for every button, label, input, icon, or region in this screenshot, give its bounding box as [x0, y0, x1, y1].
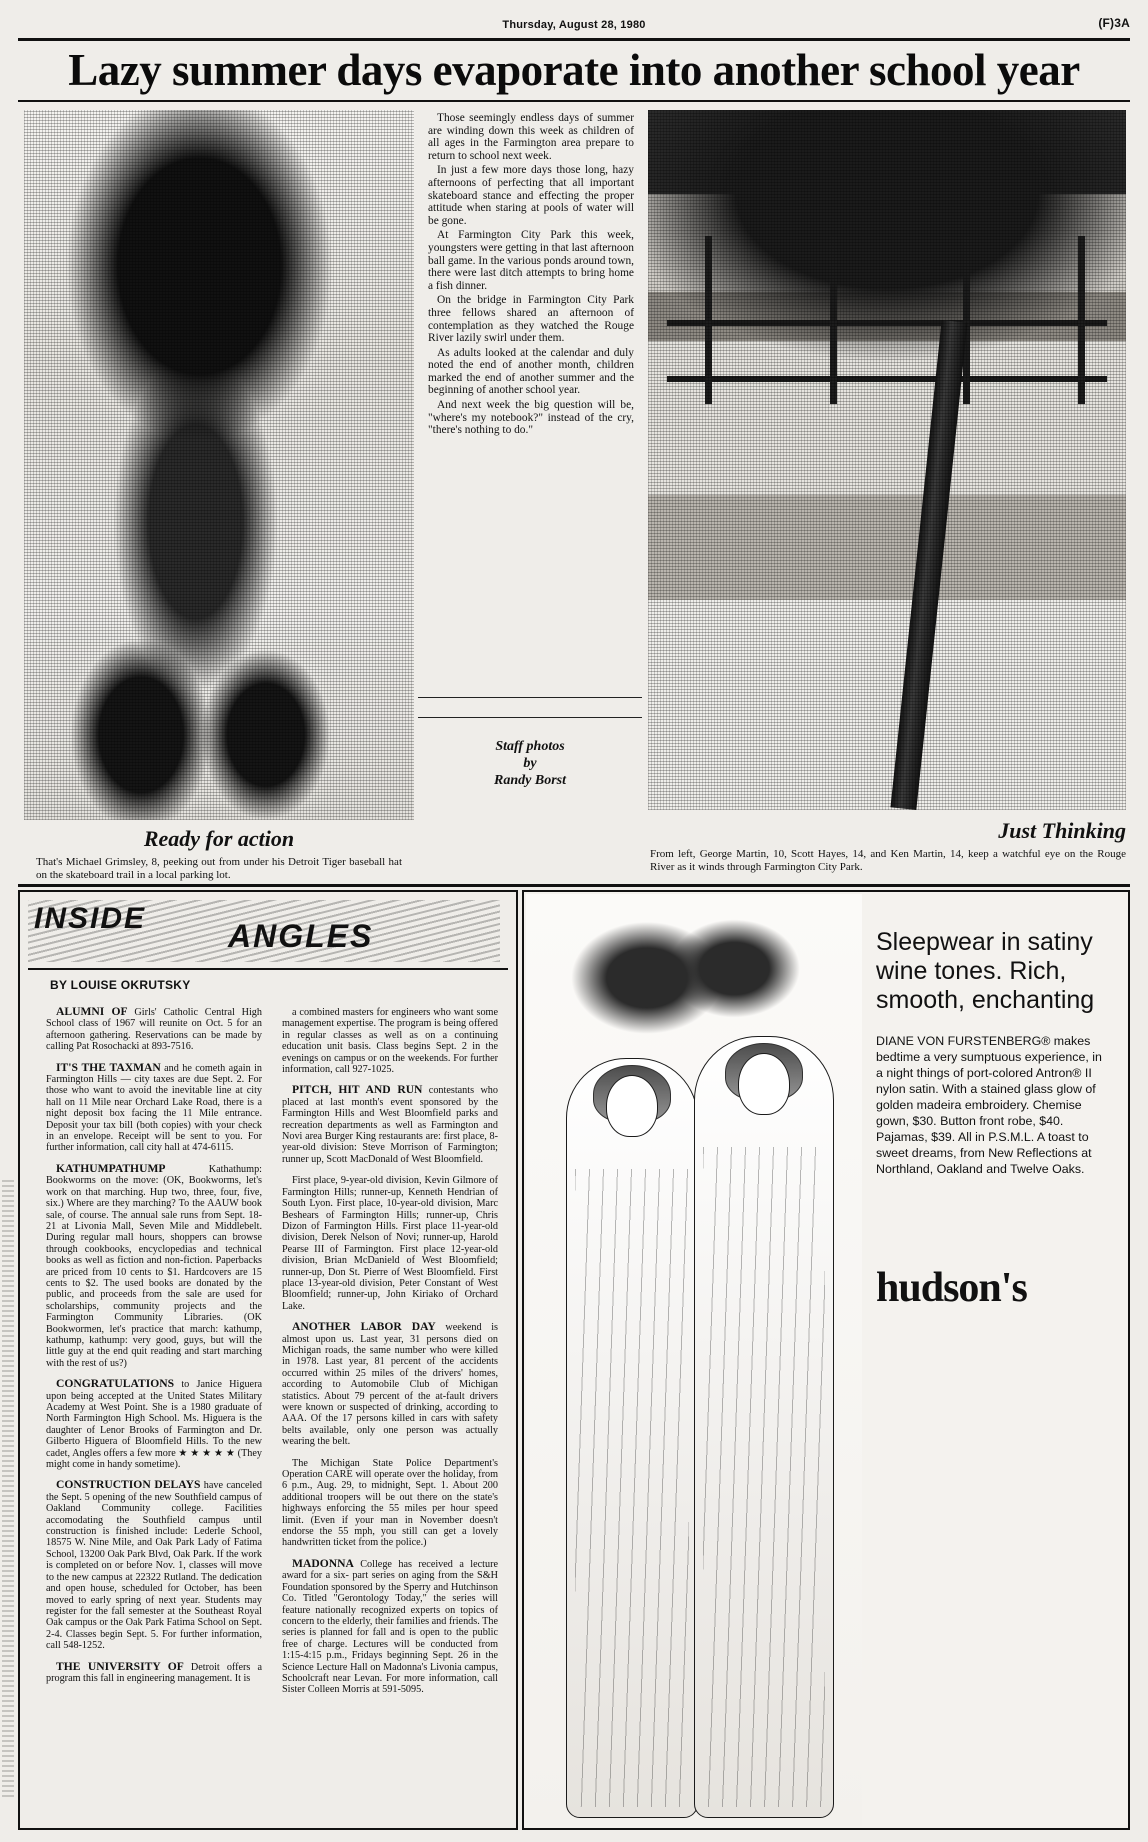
model-head — [738, 1053, 790, 1115]
credit-rule-top — [418, 697, 642, 698]
masthead — [18, 14, 1130, 36]
ad-copy-block — [876, 928, 1108, 1177]
garment-folds — [575, 1169, 689, 1807]
ad-headline: Sleepwear in satiny wine tones. Rich, smooth, enchanting — [876, 928, 1095, 1014]
item-text: The Michigan State Police Department's Operation CARE will operate over the holiday, from 6 p.m., Aug. 29, to midnight, Sept. 1. About 200 additional troopers will be out there on the state's highways enforcing the 55 miles per hour speed limit. (Even if your man in November doesn't endorse the 55 mph, you still can get a lovely handwritten ticket from the police.) — [282, 1457, 498, 1549]
credit-rule-bottom — [418, 717, 642, 718]
halftone-texture-left — [24, 110, 414, 820]
item-text: a combined masters for engineers who want some management expertise. The program is being offered in regular classes as well as on a continuing education unit basis. Class begins Sept. 2 in the evenings on campus or on the weekends. For further information, call 927-1025. — [282, 1007, 498, 1076]
item-lead: CONGRATULATIONS — [56, 1377, 175, 1391]
column-item — [282, 1174, 498, 1312]
ad-illustration — [526, 894, 862, 1826]
photo-credit-line: by — [523, 756, 537, 771]
halftone-texture-right — [648, 110, 1126, 810]
photo-ready-for-action — [24, 110, 414, 820]
column-item — [282, 1084, 498, 1165]
story-paragraph: In just a few more days those long, hazy afternoons of perfecting that all important skateboard stance and effecting the proper attitude when staring at pools of water will be gone. — [428, 164, 634, 227]
column-item — [46, 1479, 262, 1651]
model-figure-left — [566, 1058, 698, 1818]
item-text: First place, 9-year-old division, Kevin Gilmore of Farmington Hills; runner-up, Kenneth Hendrian of South Lyon. First place, 10-year-old division, Marc Beshears of Farmington Hills; runner-up, Chris Dizon of Farmington Hills. First place 11-year-old division, Derek Nelson of Novi; runner-up, Harold Pearse III of Farmington. First place 12-year-old division, Brian McDanield of West Bloomfield; runner-up, Don St. Pierre of West Bloomfield. First place 13-year-old division, Peter Constant of West Bloomfield; runner-up, John Kiriako of Orchard Lake. — [282, 1175, 498, 1312]
story-paragraph: As adults looked at the calendar and duly noted the end of another month, children marked the end of another summer and the beginning of another school year. — [428, 346, 634, 397]
hudsons-advertisement — [522, 890, 1130, 1830]
column-item — [46, 1163, 262, 1369]
model-head — [606, 1075, 658, 1137]
item-text: weekend is almost upon us. Last year, 31 persons died on Michigan roads, the same number who were killed in 1978. Last year, 81 percent of the accidents occurred within 25 miles of the drivers' homes, according to Automobile Club of Michigan statistics. About 79 percent of the at-fault drivers were known or suspected of drinking, according to AAA. Of the 17 persons killed in cars with safety belts available, only one person was actually wearing the belt. — [282, 1322, 499, 1448]
lead-story-text — [428, 112, 634, 439]
column-item — [46, 1062, 262, 1154]
story-paragraph: Those seemingly endless days of summer are winding down this week as children of all ages in the Farmington area prepare to return to school next week. — [428, 112, 634, 162]
page-headline: Lazy summer days evaporate into another school year — [68, 45, 1080, 95]
inside-angles-banner — [20, 892, 516, 964]
inside-angles-column-1 — [46, 1006, 262, 1806]
page-spine-texture — [2, 1180, 14, 1800]
item-text: contestants who placed at last month's event sponsored by the Farmington Hills and West Bloomfield parks and recreation departments as well as Farmington and Novi area Burger King restaurants are: first place, 8-year-old division: Steve Morrison of Farmington; runner up, Scott MacDonald of West Bloomfield. — [282, 1085, 498, 1165]
item-text: Girls' Catholic Central High School class of 1967 will reunite on Oct. 5 for an afternoon gathering. Reservations can be made by calling Pat Rosochacki at 893-7516. — [46, 1007, 262, 1053]
inside-angles-column-2 — [282, 1006, 498, 1806]
column-item — [282, 1558, 498, 1696]
inside-angles-section — [18, 890, 518, 1830]
rule-mid-page — [18, 884, 1130, 887]
story-paragraph: And next week the big question will be, "where's my notebook?" instead of the cry, "there's nothing to do." — [428, 399, 634, 437]
column-item — [282, 1457, 498, 1549]
item-lead: ANOTHER LABOR DAY — [292, 1320, 436, 1334]
column-item — [282, 1006, 498, 1075]
item-lead: THE UNIVERSITY OF — [56, 1659, 184, 1673]
item-lead: KATHUMPATHUMP — [56, 1161, 166, 1175]
rule-top — [18, 38, 1130, 41]
photo-credit-line: Randy Borst — [494, 773, 566, 788]
item-lead: CONSTRUCTION DELAYS — [56, 1478, 201, 1492]
item-lead: MADONNA — [292, 1556, 354, 1570]
banner-word-angles: ANGLES — [228, 918, 374, 954]
item-text: College has received a lecture award for a six- part series on aging from the S&H Foundation sponsored by the Sperry and Hutchinson Co. Titled "Gerontology Today," the series will feature nationally recognized experts on topics of concern to the elderly, their families and friends. The series is planned for fall and is open to the public free of charge. Lectures will be conducted from 1:15-4:15 p.m., Fridays beginning Sept. 26 in the Science Lecture Hall on Madonna's Livonia campus, Schoolcraft near Levan. For more information, call Sister Colleen Morris at 591-5095. — [282, 1558, 498, 1696]
column-item — [46, 1661, 262, 1685]
banner-rule — [28, 968, 508, 970]
ad-body-copy: DIANE VON FURSTENBERG® makes bedtime a very sumptuous experience, in a night things of port-colored Antron® II nylon satin. With a stained glass glow of golden madeira embroidery. Chemise gown, $30. Button front robe, $40. Pajamas, $39. All in P.S.M.L. A toast to sweet dreams, from New Reflections at Northland, Oakland and Twelve Oaks. — [876, 1034, 1102, 1176]
photo-credit — [418, 738, 642, 789]
story-paragraph: At Farmington City Park this week, youngsters were getting in that last afternoon ball game. In the various ponds around town, there were last ditch attempts to bring home a fish dinner. — [428, 229, 634, 292]
column-item — [46, 1006, 262, 1053]
masthead-date: Thursday, August 28, 1980 — [502, 19, 646, 31]
column-byline: BY LOUISE OKRUTSKY — [50, 978, 191, 992]
column-item — [282, 1321, 498, 1447]
cutline-body-right: From left, George Martin, 10, Scott Hayes, 14, and Ken Martin, 14, keep a watchful eye on the Rouge River as it winds through Farmington City Park. — [650, 848, 1126, 873]
inside-angles-columns — [46, 1006, 498, 1806]
cutline-title-right: Just Thinking — [998, 818, 1126, 843]
story-paragraph: On the bridge in Farmington City Park three fellows shared an afternoon of contemplation as they watched the Rouge River lazily swirl under them. — [428, 294, 634, 345]
item-lead: ALUMNI OF — [56, 1005, 128, 1018]
item-text: to Janice Higuera upon being accepted at the United States Military Academy at West Point. She is a 1980 graduate of North Farmington High School. Ms. Higuera is the daughter of Lenor Brooks of Farmington and Dr. Gilberto Higuera of Bloomfield Hills. To the new cadet, Angles offers a few more ★ ★ ★ ★ ★ (They might come in handy sometime). — [46, 1379, 262, 1471]
column-item — [46, 1378, 262, 1470]
banner-word-inside: INSIDE — [34, 902, 147, 935]
item-text: and he cometh again in Farmington Hills — city taxes are due Sept. 2. For those who want to avoid the inevitable line at city hall on 11 Mile near Orchard Lake Road, there is a night deposit box facing the 11 Mile entrance. Deposit your tax bill (both copies) with your check in an envelope. Receipt will be sent to you. For further information, call city hall at 474-6115. — [46, 1062, 262, 1154]
item-lead: PITCH, HIT AND RUN — [292, 1083, 423, 1097]
cutline-title-left: Ready for action — [143, 826, 295, 851]
page-folio: (F)3A — [1098, 16, 1130, 30]
rule-under-headline — [18, 100, 1130, 102]
model-figure-right — [694, 1036, 834, 1818]
item-text: Detroit offers a program this fall in engineering management. It is — [46, 1661, 262, 1684]
photo-credit-line: Staff photos — [495, 739, 565, 754]
photo-just-thinking — [648, 110, 1126, 810]
garment-folds — [703, 1147, 825, 1807]
cutline-body-left: That's Michael Grimsley, 8, peeking out from under his Detroit Tiger baseball hat on the skateboard trail in a local parking lot. — [36, 856, 402, 881]
item-text: Kathathump: Bookworms on the move: (OK, Bookworms, let's work on that marching. Hup two, three, four, five, six.) Where are they marching? To the AAUW book sale, of course. The annual sale runs from Sept. 18-21 at Livonia Mall, Seven Mile and Middlebelt. During regular mall hours, shoppers can browse through cookbooks, encyclopedias and technical books as well as fiction and non-fiction. Paperbacks are priced from 10 cents to $1. Hardcovers are 15 cents to $2. The used books are donated by the public, and proceeds from the sale are used for scholarships, community projects and the Farmington Community Libraries. (OK Bookwormen, let's practice that march: kathump, kathump, kathump: very good, guys, but will the little guy at the end quit reading and start marching with the rest of us?) — [46, 1163, 262, 1369]
item-lead: IT'S THE TAXMAN — [56, 1060, 161, 1074]
hudsons-logo: hudson's — [876, 1265, 1027, 1311]
item-text: have canceled the Sept. 5 opening of the new Southfield campus of Oakland Community college. Facilities accomodating the Southfield campus until construction is finished include: Lederle School, 18575 W. Nine Mile, and Oak Park Lady of Fatima School, 13200 Oak Park Blvd, Oak Park. If the work is completed on or before Nov. 1, classes will move to the new campus at 22322 Rutland. The dedication and open house, scheduled for October, has been moved to early spring of next year. Students may register for the fall semester at the Southeast Royal Oak campus or the Oak Park Fatima School on Sept. 2-4. Classes begin Sept. 5. For further information, call 548-1252. — [46, 1480, 262, 1652]
